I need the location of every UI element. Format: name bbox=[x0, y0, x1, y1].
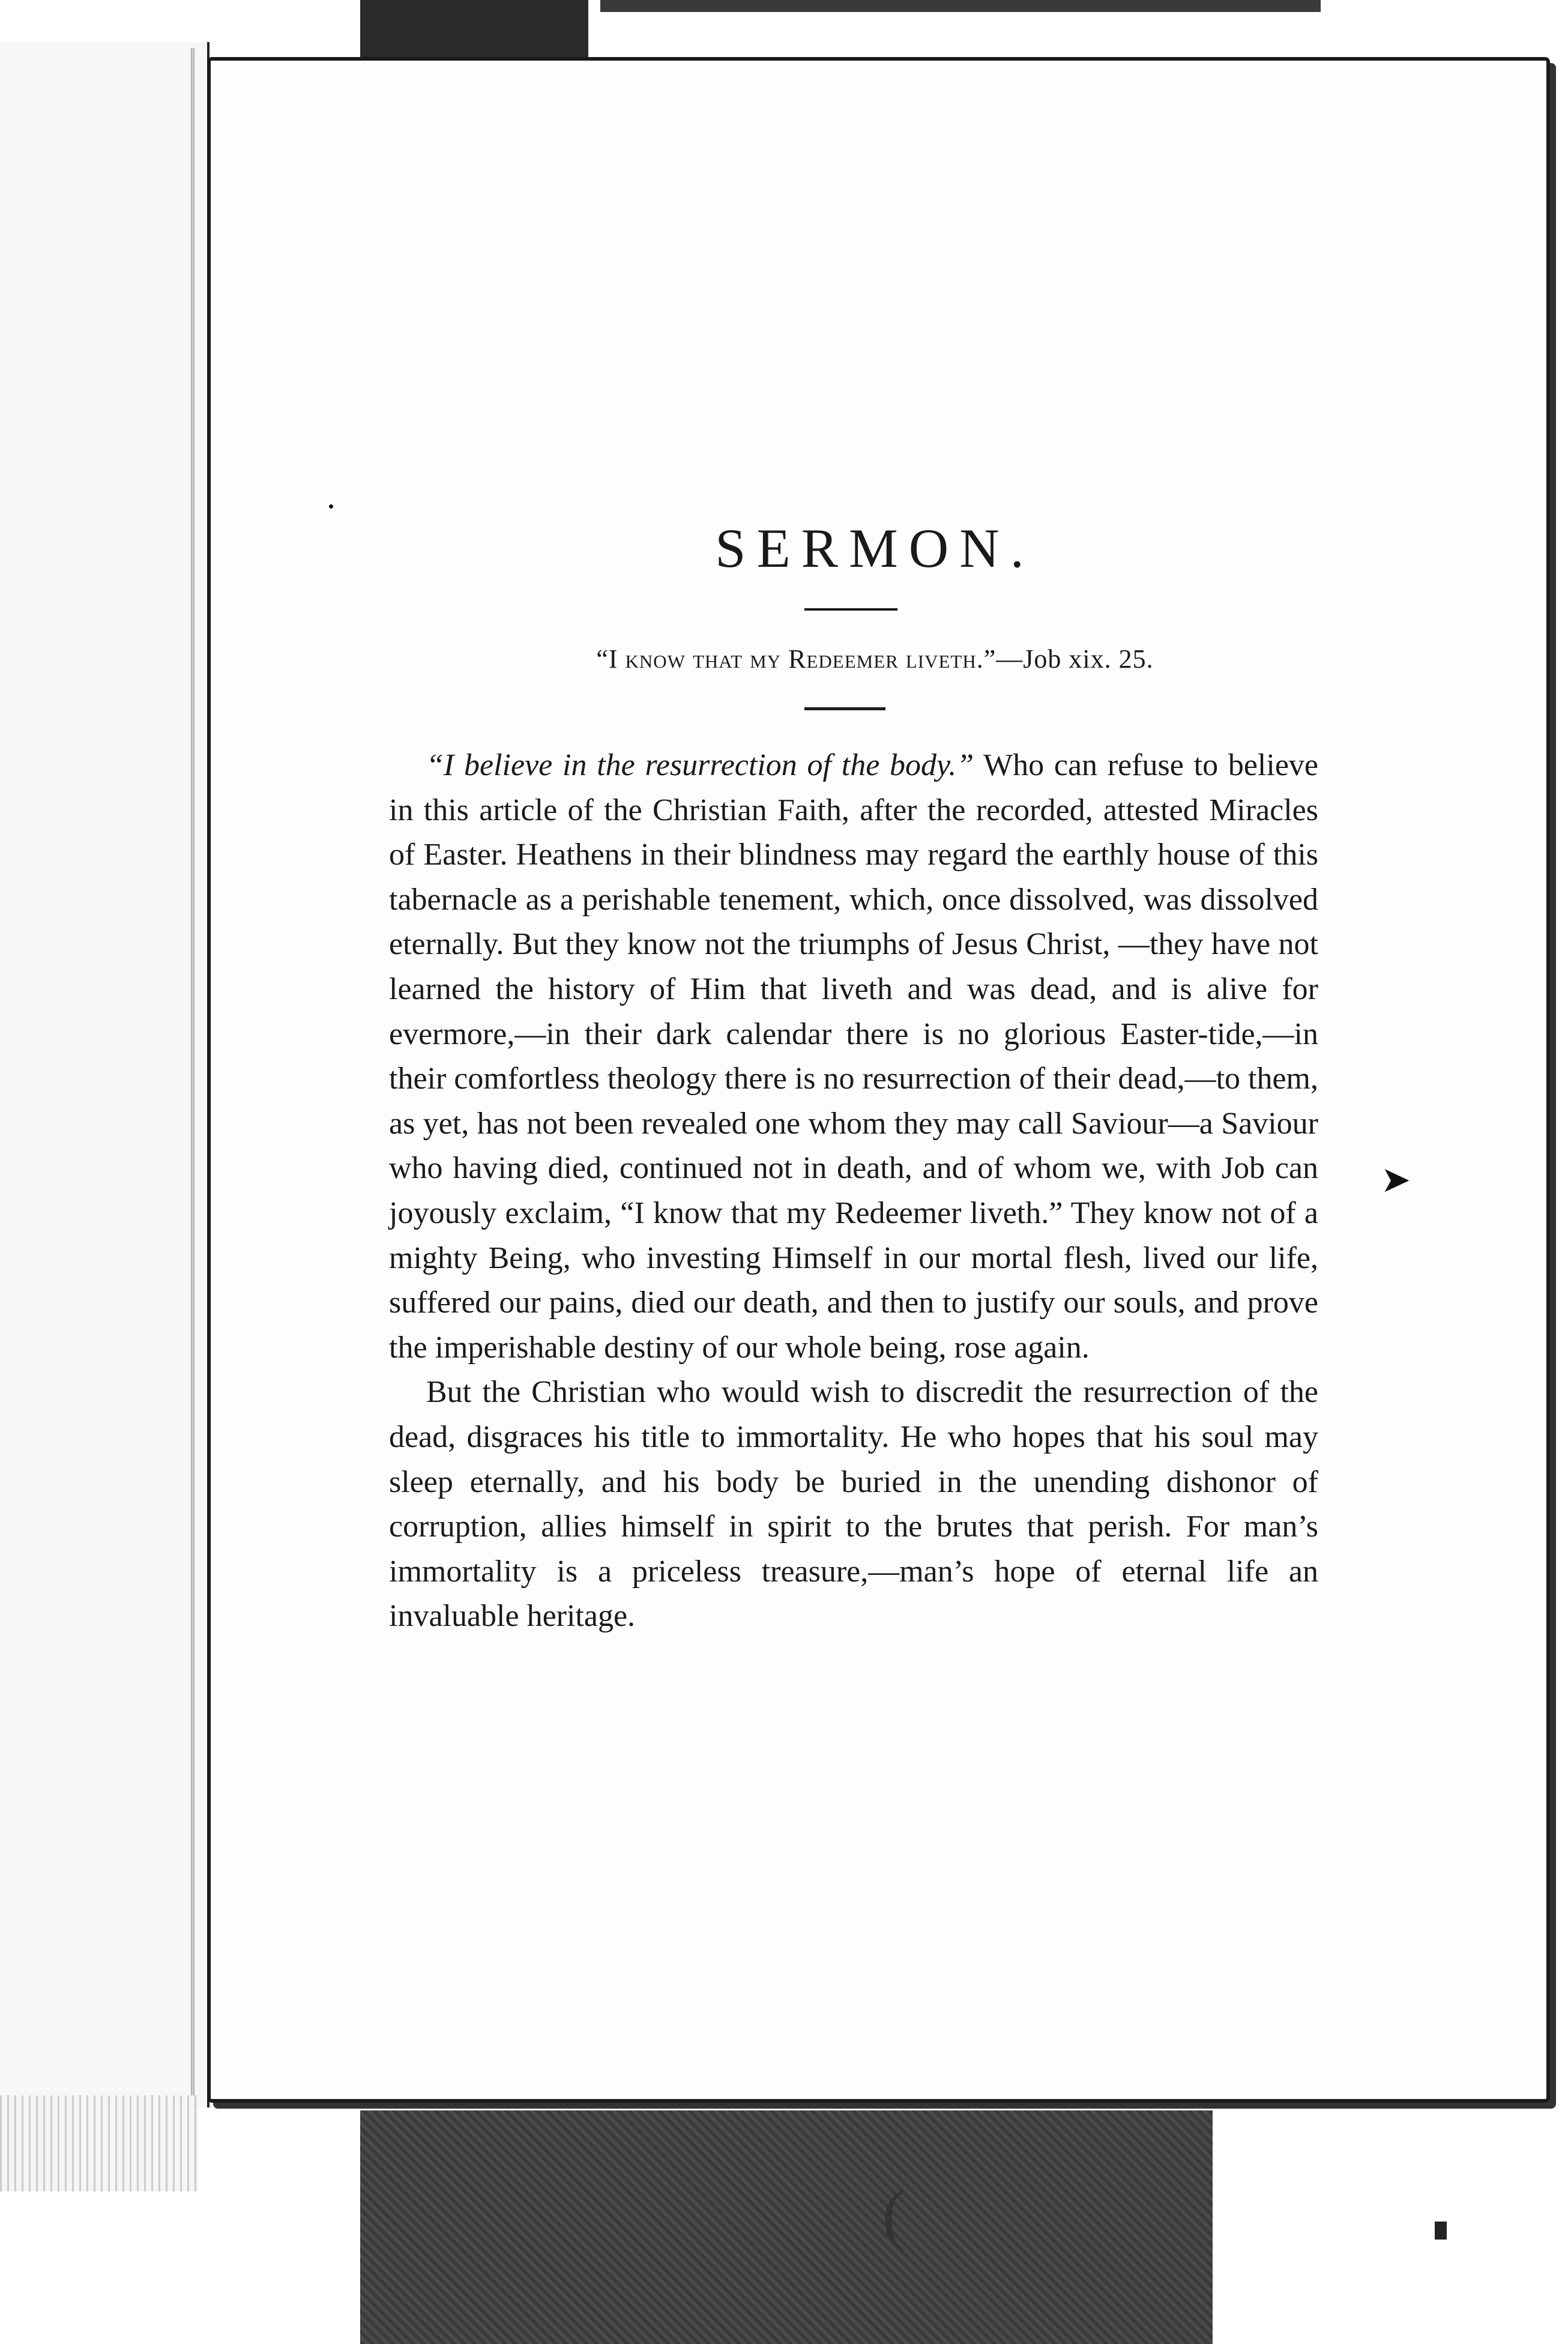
scan-corner-mark bbox=[1435, 2222, 1447, 2240]
epigraph-quote-open: “I bbox=[596, 644, 626, 674]
page-stack-edge bbox=[0, 2095, 198, 2191]
book-gutter bbox=[191, 48, 194, 2101]
margin-mark-icon: ➤ bbox=[1381, 1160, 1411, 1200]
title-rule bbox=[804, 608, 897, 611]
epigraph bbox=[207, 644, 1543, 674]
paragraph-1-lead: “I believe in the resurrection of the body.” bbox=[426, 748, 974, 782]
paragraph-2 bbox=[389, 1370, 1318, 1639]
page-title: SERMON. bbox=[715, 518, 1035, 579]
epigraph-rule bbox=[804, 707, 885, 710]
epigraph-reference: —Job xix. 25. bbox=[996, 644, 1154, 674]
paragraph-1-text: Who can refuse to believe in this article of the Christian Faith, after the recorded, attested Miracles of Easter. Heathens in their blindness may regard the earthly house of this tabernacle as a perishable tenement, which, once dissolved, was dissolved eternally. But they know not the triumphs of Jesus Christ, —they have not learned the history of Him that liveth and was dead, and is alive for evermore,—in their dark calendar there is no glorious Easter-tide,—in their comfortless theology there is no resurrection of their dead,—to them, as yet, has not been revealed one whom they may call Saviour—a Saviour who having died, continued not in death, and of whom we, with Job can joyously exclaim, “I know that my Redeemer liveth.” They know not of a mighty Being, who investing Himself in our mortal flesh, lived our life, suffered our pains, died our death, and then to justify our souls, and prove the imperishable destiny of our whole being, rose again. bbox=[389, 748, 1318, 1365]
scan-artifact-icon: ( bbox=[882, 2178, 905, 2251]
epigraph-quote-close: .” bbox=[976, 644, 997, 674]
scan-top-shadow bbox=[360, 0, 588, 60]
facing-page-edge bbox=[0, 42, 210, 2107]
paragraph-2-text: But the Christian who would wish to discredit the resurrection of the dead, disgraces his title to immortality. He who hopes that his soul may sleep eternally, and his body be buried in the unending dishonor of corruption, allies himself in spirit to the brutes that perish. For man’s immortality is a priceless treasure,—man’s hope of eternal life an invaluable heritage. bbox=[389, 1375, 1318, 1634]
epigraph-quote-text: know that my Redeemer liveth bbox=[625, 644, 977, 674]
scan-top-edge bbox=[600, 0, 1321, 12]
ink-speck bbox=[329, 504, 333, 509]
sermon-body bbox=[389, 743, 1318, 1639]
scan-bottom-shadow bbox=[360, 2110, 1213, 2344]
paragraph-1 bbox=[389, 743, 1318, 1370]
